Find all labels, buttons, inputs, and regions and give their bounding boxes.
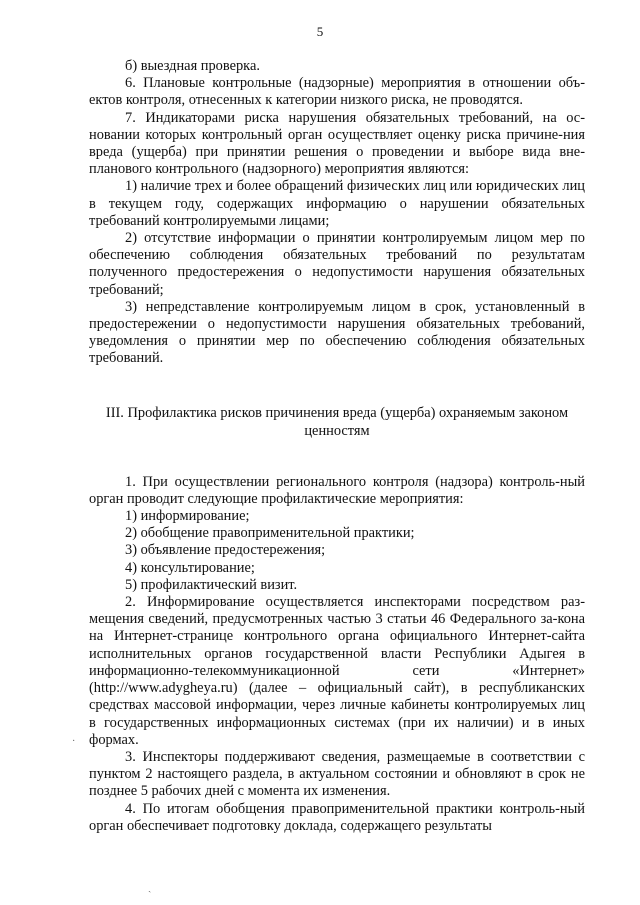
- section-3-paragraph-2: 2. Информирование осуществляется инспекторами посредством раз-мещения сведений, предусмотренных частью 3 статьи 46 Федерального за-кона на Интернет-странице контрольного органа официального Интернет-сайта исполнительных органов государственной власти Республики Адыгея в информационно-телекоммуникационной сети «Интернет» (http://www.adygheya.ru) (далее – официальный сайт), в республиканских средствах массовой информации, через личные кабинеты контролируемых лиц в государственных информационных системах (при их наличии) и в иных формах.: [89, 594, 585, 748]
- paragraph-7-item-1: 1) наличие трех и более обращений физических лиц или юридических лиц в текущем году, содержащих информацию о нарушении обязательных требований контролируемыми лицами;: [89, 178, 585, 229]
- paragraph-6: 6. Плановые контрольные (надзорные) мероприятия в отношении объ-ектов контроля, отнесенных к категории низкого риска, не проводятся.: [89, 75, 585, 109]
- paragraph-7-item-2: 2) отсутствие информации о принятии контролируемым лицом мер по обеспечению соблюдения обязательных требований по результатам полученного предостережения о недопустимости нарушения обязательных требований;: [89, 230, 585, 298]
- section-3-list-item-4: 4) консультирование;: [125, 559, 255, 576]
- section-3-paragraph-3: 3. Инспекторы поддерживают сведения, размещаемые в соответствии с пунктом 2 настоящего раздела, в актуальном состоянии и обновляют в срок не позднее 5 рабочих дней с момента их изменения.: [89, 748, 585, 800]
- section-3-list-item-1: 1) информирование;: [125, 508, 250, 525]
- section-3-heading-line-1: III. Профилактика рисков причинения вреда (ущерба) охраняемым законом: [105, 404, 569, 421]
- document-body: [89, 58, 585, 835]
- section-3-paragraph-4: 4. По итогам обобщения правоприменительной практики контроль-ный орган обеспечивает подготовку доклада, содержащего результаты: [89, 800, 585, 834]
- section-3-heading-line-2: ценностям: [304, 422, 370, 439]
- section-3-paragraph-1: 1. При осуществлении регионального контроля (надзора) контроль-ный орган проводит следующие профилактические мероприятия:: [89, 473, 585, 507]
- scan-speck: ˎ: [148, 882, 152, 893]
- paragraph-7-item-3: 3) непредставление контролируемым лицом в срок, установленный в предостережении о недопустимости нарушения обязательных требований, уведомления о принятии мер по обеспечению соблюдения обязательных требований.: [89, 298, 585, 367]
- section-3-list-item-5: 5) профилактический визит.: [125, 576, 298, 593]
- paragraph-7: 7. Индикаторами риска нарушения обязательных требований, на ос-новании которых контрольный орган осуществляет оценку риска причине-ния вреда (ущерба) при принятии решения о проведении и выборе вида вне-планового контрольного (надзорного) мероприятия являются:: [89, 109, 585, 178]
- section-3-heading: [89, 404, 585, 440]
- page-number: 5: [316, 24, 324, 39]
- paragraph-item-b: б) выездная проверка.: [125, 58, 260, 74]
- section-3-list-item-2: 2) обобщение правоприменительной практики;: [125, 525, 415, 542]
- scan-speck: ·: [72, 736, 76, 747]
- section-3-list-item-3: 3) объявление предостережения;: [125, 542, 326, 559]
